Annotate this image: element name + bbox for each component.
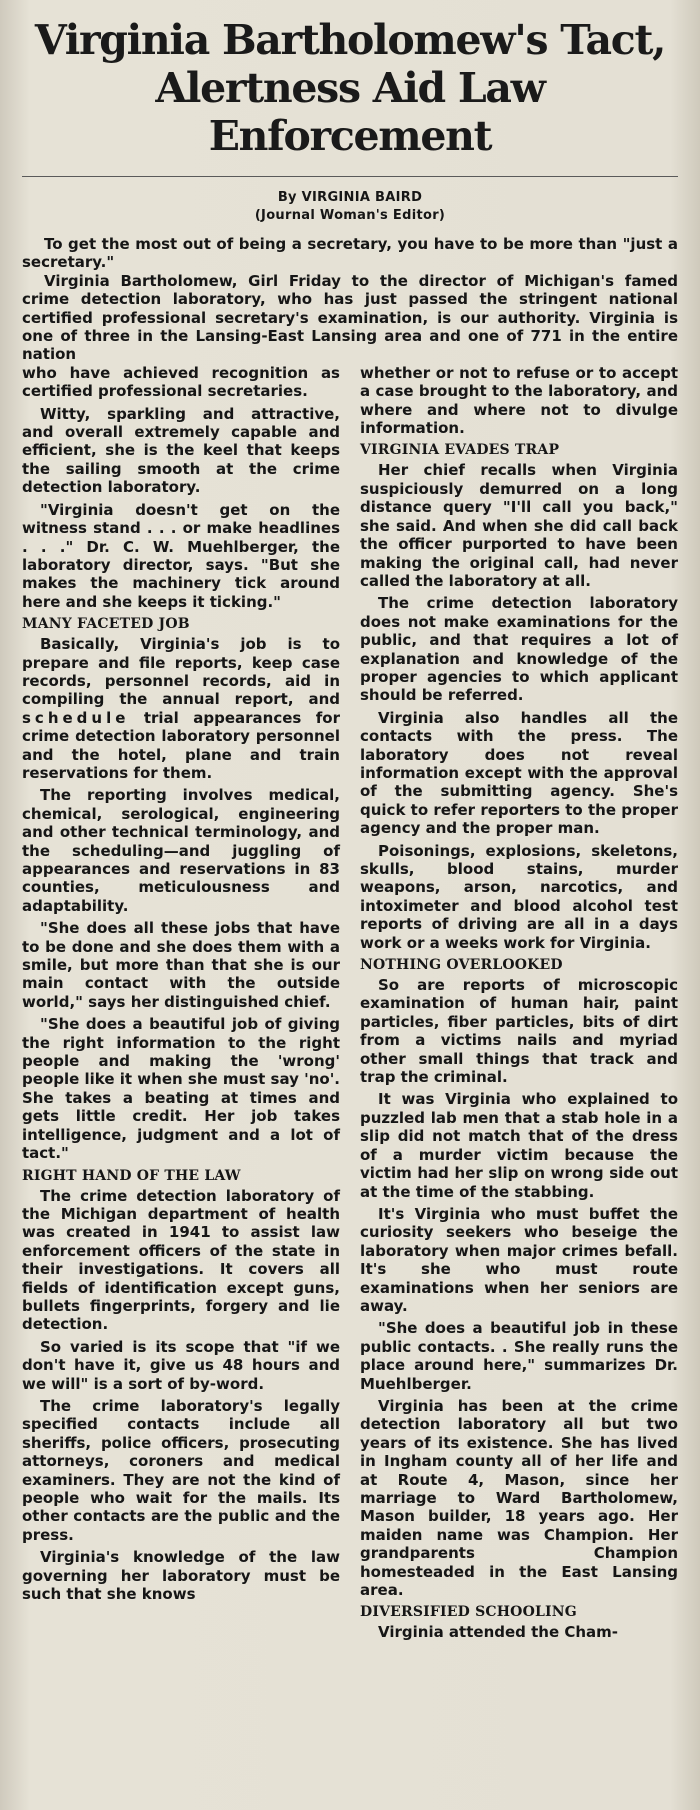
text-run: trial appearances for crime detection laboratory personnel and the hotel, plane and train reservations for them. (22, 708, 340, 782)
paragraph: The reporting involves medical, chemical, serological, engineering and other technical terminology, and the scheduling—and juggling of appearances and reservations in 83 counties, meticulousness and adaptability. (22, 786, 340, 915)
paragraph: Virginia has been at the crime detection laboratory all but two years of its existence. She has lived in Ingham county all of her life and at Route 4, Mason, since her marriage to Ward Bartholomew, Mason builder, 18 years ago. Her maiden name was Champion. Her grandparents Champion homesteaded in the East Lansing area. (360, 1396, 678, 1600)
paragraph: Witty, sparkling and attractive, and overall extremely capable and efficient, she is the keel that keeps the sailing smooth at the crime detection laboratory. (22, 404, 340, 497)
paragraph (22, 635, 340, 782)
headline-line-2: Alertness Aid Law Enforcement (155, 64, 545, 160)
left-column (22, 364, 340, 1646)
headline (22, 16, 678, 160)
subhead: DIVERSIFIED SCHOOLING (360, 1604, 577, 1621)
paragraph: "Virginia doesn't get on the witness stand . . . or make headlines . . ." Dr. C. W. Muehlberger, the laboratory director, says. "But she makes the machinery tick around here and she keeps it ticking." (22, 500, 340, 611)
paragraph: The crime detection laboratory does not make examinations for the public, and that requires a lot of explanation and knowledge of the proper agencies to which applicant should be referred. (360, 594, 678, 705)
paragraph: Her chief recalls when Virginia suspiciously demurred on a long distance query "I'll call you back," she said. And when she did call back the officer purported to have been making the original call, had never called the laboratory at all. (360, 461, 678, 590)
paragraph: Virginia attended the Cham- (378, 1623, 619, 1642)
subhead: NOTHING OVERLOOKED (360, 957, 563, 974)
lead-paragraph-2: Virginia Bartholomew, Girl Friday to the director of Michigan's famed crime detection laboratory, who has just passed the stringent national certified professional secretary's examination, is our authority. Virginia is one of three in the Lansing-East Lansing area and one of 771 in the entire nation (22, 271, 678, 364)
lead-paragraph-1: To get the most out of being a secretary, you have to be more than "just a secretary." (22, 235, 678, 272)
paragraph: who have achieved recognition as certified professional secretaries. (22, 363, 340, 401)
subhead: MANY FACETED JOB (22, 616, 190, 633)
paragraph: Virginia's knowledge of the law governing her laboratory must be such that she knows (22, 1548, 340, 1604)
text-run: Basically, Virginia's job is to prepare and file reports, keep case records, personnel records, aid in compiling the annual report, and (22, 635, 340, 709)
paragraph: It was Virginia who explained to puzzled lab men that a stab hole in a slip did not match that of the dress of a murder victim because the victim had her slip on wrong side out at the time of the stabbing. (360, 1090, 678, 1201)
byline (22, 189, 678, 225)
paragraph: So varied is its scope that "if we don't have it, give us 48 hours and we will" is a sort of by-word. (22, 1337, 340, 1393)
paragraph: "She does a beautiful job in these public contacts. . She really runs the place around here," summarizes Dr. Muehlberger. (360, 1319, 678, 1393)
paragraph: It's Virginia who must buffet the curiosity seekers who beseige the laboratory when major crimes befall. It's she who must route examinations when her seniors are away. (360, 1204, 678, 1315)
paragraph: Virginia also handles all the contacts with the press. The laboratory does not reveal information except with the approval of the submitting agency. She's quick to refer reporters to the proper agency and the proper man. (360, 708, 678, 838)
headline-rule (22, 176, 678, 177)
article-columns (22, 364, 678, 1646)
paragraph: The crime laboratory's legally specified contacts include all sheriffs, police officers, prosecuting attorneys, coroners and medical examiners. They are not the kind of people who wait for the mails. Its other contacts are the public and the press. (22, 1396, 340, 1544)
paragraph: whether or not to refuse or to accept a case brought to the laboratory, and where and where not to divulge information. (360, 363, 678, 438)
byline-role: (Journal Woman's Editor) (254, 208, 446, 223)
paragraph: "She does a beautiful job of giving the right information to the right people and making the 'wrong' people like it when she must say 'no'. She takes a beating at times and gets little credit. Her job takes intelligence, judgment and a lot of tact." (22, 1015, 340, 1163)
paragraph: The crime detection laboratory of the Michigan department of health was created in 1941 to assist law enforcement officers of the state in their investigations. It covers all fields of identification except guns, bullets fingerprints, forgery and lie detection. (22, 1186, 340, 1334)
spaced-word: schedule (22, 708, 130, 727)
subhead: RIGHT HAND OF THE LAW (22, 1167, 241, 1184)
lead-paragraphs (22, 235, 678, 364)
paragraph: So are reports of microscopic examination of human hair, paint particles, fiber particles, bits of dirt from a victims nails and myriad other small things that track and trap the criminal. (360, 976, 678, 1087)
byline-author: By VIRGINIA BAIRD (277, 190, 423, 205)
right-column (360, 364, 678, 1646)
paragraph: Poisonings, explosions, skeletons, skulls, blood stains, murder weapons, arson, narcotics, and intoximeter and blood alcohol test reports of driving are all in a days work or a weeks work for Virginia. (360, 841, 678, 952)
headline-line-1: Virginia Bartholomew's Tact, (34, 16, 666, 64)
subhead: VIRGINIA EVADES TRAP (360, 442, 560, 459)
paragraph: "She does all these jobs that have to be done and she does them with a smile, but more than that she is our main contact with the outside world," says her distinguished chief. (22, 919, 340, 1011)
